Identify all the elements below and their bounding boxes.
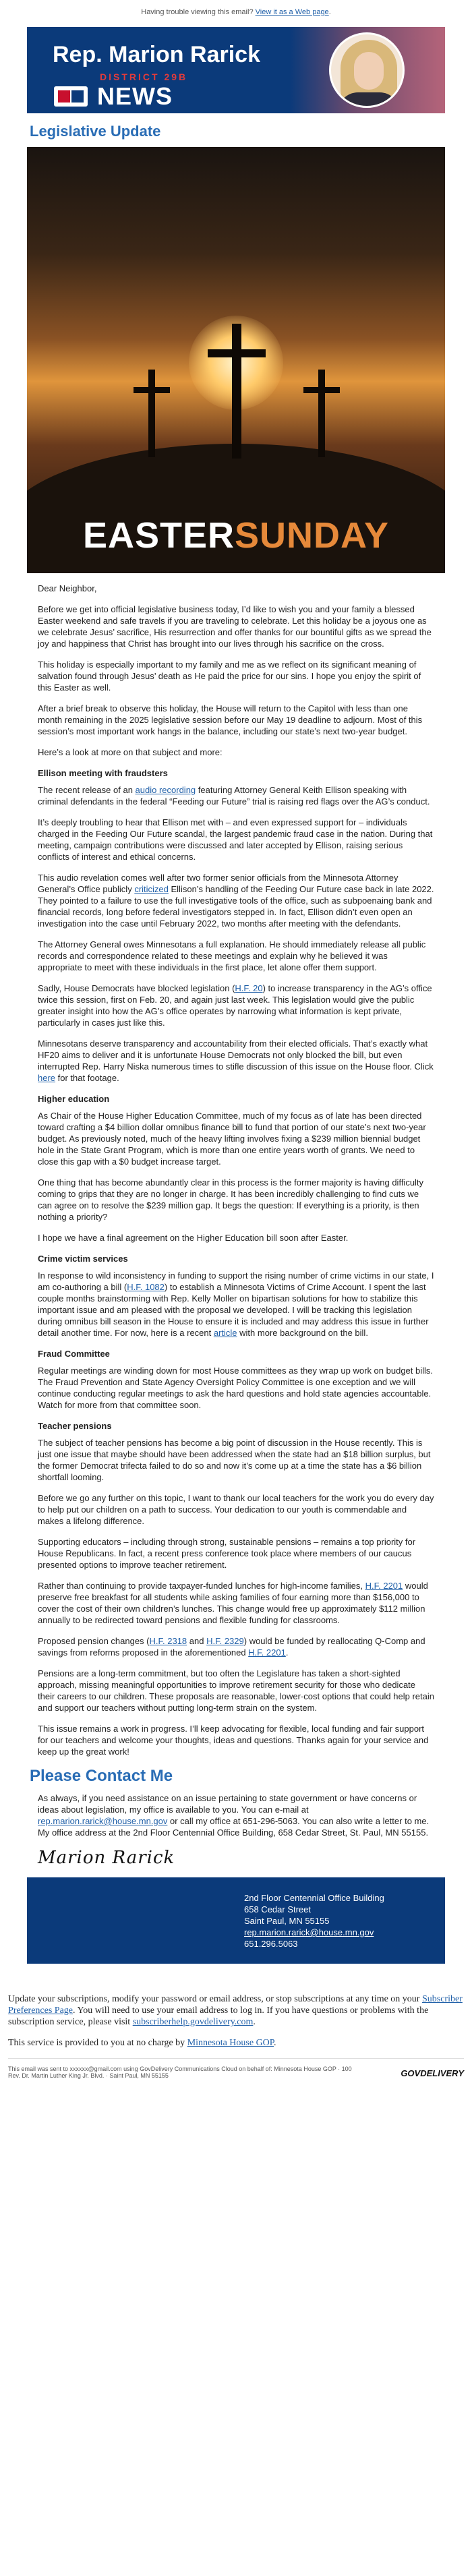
preheader: Having trouble viewing this email? View it as a Web page. — [141, 8, 331, 16]
subscriber-help-link[interactable]: subscriberhelp.govdelivery.com — [132, 2017, 254, 2027]
article-link[interactable]: article — [213, 1328, 237, 1338]
email-link[interactable]: rep.marion.rarick@house.mn.gov — [38, 1816, 168, 1826]
newsletter-body: Dear Neighbor, Before we get into official legislative business today, I’d like to wish you and your family a blessed Easter weekend and safe travels if you are traveling to celebrate. Let this holiday be a joyous one as we celebrate Jesus’ sacrifice, His resurrection and offer thanks for our bountiful gifts as we spread the joy and happiness that Christ has brought into our lives through his sacrifice on the cross. This holiday is especially important to my family and me as we reflect on its significant meaning of salvation found through Jesus’ death as He paid the price for our sins. I hope you enjoy the spirit of this Easter as well. After a brief break to observe this holiday, the House will return to the Capitol with less than one month remaining in the 2025 legislative session before our May 19 deadline to adjourn. Most of this session’s most important work hangs in the balance, including our state’s next two-year budget. Here’s a look at more on that subject and more: Ellison meeting with fraudsters The recent release of an audio recording featuring Attorney General Keith Ellison speaking with criminal defendants in the federal “Feeding our Future” trial is raising red flags over the AG’s conduct. It’s deeply troubling to hear that Ellison met with – and even expressed support for – individuals charged in the Feeding Our Future scandal, the largest pandemic fraud case in the nation. During that meeting, campaign contributions were discussed and later accepted by Ellison, raising serious conflicts of interest and ethical concerns. This audio revelation comes well after two former senior officials from the Minnesota Attorney General’s Office publicly criticized Ellison’s handling of the Feeding Our Future case back in late 2022. They pointed to a failure to use the full investigative tools of the office, such as subpoenaing bank and financial records, long before federal investigators stepped in. In fact, Ellison didn’t even open an investigation into the case until February 2022, two months after meeting with the defendants. The Attorney General owes Minnesotans a full explanation. He should immediately release all public records and correspondence related to these meetings and explain why he believed it was appropriate to meet with these individuals in the first place, let alone offer them support. Sadly, House Democrats have blocked legislation (H.F. 20) to increase transparency in the AG’s office twice this session, first on Feb. 20, and again just last week. This legislation would give the public greater insight into how the AG’s office operates by narrowing what information is kept private, particularly in cases just like this. Minnesotans deserve transparency and accountability from their elected officials. That’s exactly what HF20 aims to deliver and it is unfortunate House Democrats not only blocked the bill, but even interrupted Rep. Harry Niska numerous times to stifle discussion of this issue on the House floor. Click here for that footage. Higher education As Chair of the House Higher Education Committee, much of my focus as of late has been directed toward crafting a $4 billion dollar omnibus finance bill to fund that portion of our state’s next two-year budget. As previously noted, much of the heavy lifting involves fixing a $239 million biennial budget hole in the State Grant Program, which is more than one entire years worth of grants. We need to close this gap with a $0 budget increase target. One thing that has become abundantly clear in this process is the former majority is having difficulty coming to grips that they are no longer in charge. It has been incredibly challenging to find cuts we can agree on to resolve the $239 million gap. It begs the question: If everything is a priority, is then nothing a priority? I hope we have a final agreement on the Higher Education bill soon after Easter. Crime victim services In response to wild inconsistency in funding to support the rising number of crime victims in our state, I am co-authoring a bill (H.F. 1082) to establish a Minnesota Victims of Crime Account. I spent the last couple months brainstorming with Rep. Kelly Moller on bipartisan solutions for how to stabilize this important issue and am pleased with the proposal we developed. I will be tracking this legislation during omnibus bill season in the House to ensure it is included and may address this issue in further detail another time. For now, here is a recent article with more background on the bill. Fraud Committee Regular meetings are winding down for most House committees as they wrap up work on budget bills. The Fraud Prevention and State Agency Oversight Policy Committee is one exception and we will continue conducting regular meetings to ask the hard questions and hold state agencies accountable. Watch for more from that committee soon. Teacher pensions The subject of teacher pensions has become a big point of discussion in the House recently. This is just one issue that maybe should have been addressed when the state had an $18 billion surplus, but the former Democrat trifecta failed to do so and now it’s come up at a time the state has a $6 billion shortfall looming. Before we go any further on this topic, I want to thank our local teachers for the work you do every day to help put our children on a path to success. Your dedication to our youth is commendable and makes a lifelong difference. Supporting educators – including through strong, sustainable pensions – remains a top priority for House Republicans. In fact, a recent press conference took place where members of our caucus presented options to improve teacher retirement. Rather than continuing to provide taxpayer-funded lunches for high-income families, H.F. 2201 would preserve free breakfast for all students while asking families of four earning more than $156,000 to cover the cost of their own children’s lunches. This change would free up approximately $112 million annually to be redirected toward pensions and flexible funding for classrooms. Proposed pension changes (H.F. 2318 and H.F. 2329) would be funded by reallocating Q-Comp and savings from reforms proposed in the aforementioned H.F. 2201. Pensions are a long-term commitment, but too often the Legislature has taken a short-sighted approach, missing meaningful opportunities to improve retirement security for those who dedicate their careers to our children. These proposals are reasonable, lower-cost options that could help retain and support our teachers without putting long-term strain on the system. This issue remains a work in progress. I’ll keep advocating for flexible, local funding and fair support for our teachers and welcome your thoughts, ideas and questions. Thanks again for your service and keep up the great work! — [38, 583, 434, 1757]
view-as-web-page-link[interactable]: View it as a Web page — [255, 8, 329, 16]
page-title: Legislative Update — [30, 123, 161, 140]
legal-footer: This email was sent to xxxxxx@gmail.com using GovDelivery Communications Cloud on behalf of: Minnesota House GOP · 100 Rev. Dr. Martin Luther King Jr. Blvd. · Saint Paul, MN 55155 GOVDELIVERY — [8, 2058, 464, 2085]
footer-email-link[interactable]: rep.marion.rarick@house.mn.gov — [244, 1927, 374, 1937]
section-heading-ellison: Ellison meeting with fraudsters — [38, 768, 168, 778]
subscriber-preferences-link[interactable]: Subscriber Preferences Page — [8, 1994, 463, 2016]
audio-recording-link[interactable]: audio recording — [135, 785, 196, 795]
criticized-link[interactable]: criticized — [134, 884, 169, 894]
center-cross-icon — [232, 324, 241, 459]
section-heading-teacher-pensions: Teacher pensions — [38, 1421, 112, 1431]
representative-name: Rep. Marion Rarick — [53, 42, 260, 67]
newsletter-header — [27, 27, 445, 113]
easter-hero-image — [27, 147, 445, 573]
footage-here-link[interactable]: here — [38, 1073, 56, 1083]
hf20-link[interactable]: H.F. 20 — [235, 983, 263, 993]
footer-banner: 2nd Floor Centennial Office Building 658 Cedar Street Saint Paul, MN 55155 rep.marion.rarick@house.mn.gov 651.296.5063 — [27, 1877, 445, 1964]
section-heading-crime-victim-services: Crime victim services — [38, 1254, 128, 1264]
right-cross-icon — [318, 370, 325, 457]
section-heading-fraud-committee: Fraud Committee — [38, 1349, 110, 1359]
hf2201-link[interactable]: H.F. 2201 — [365, 1581, 403, 1591]
hf2201-link-2[interactable]: H.F. 2201 — [248, 1647, 286, 1658]
news-label: NEWS — [97, 82, 173, 110]
greeting: Dear Neighbor, — [38, 583, 97, 593]
subscription-notice: Update your subscriptions, modify your password or email address, or stop subscriptions at any time on your Subscriber Preferences Page. You will need to use your email address to log in. If you have questions or problems with the subscription service, please visit subscriberhelp.govdelivery.com. This service is provided to you at no charge by Minnesota House GOP. — [8, 1994, 463, 2048]
hf2318-link[interactable]: H.F. 2318 — [149, 1636, 187, 1646]
minnesota-flag-icon — [54, 86, 88, 107]
hf1082-link[interactable]: H.F. 1082 — [127, 1282, 165, 1292]
section-heading-higher-education: Higher education — [38, 1094, 110, 1104]
contact-heading: Please Contact Me — [30, 1767, 173, 1785]
left-cross-icon — [148, 370, 155, 457]
representative-photo — [329, 32, 405, 108]
govdelivery-logo: GOVDELIVERY — [401, 2068, 464, 2078]
signature: Marion Rarick — [38, 1848, 175, 1868]
hf2329-link[interactable]: H.F. 2329 — [206, 1636, 244, 1646]
minnesota-house-gop-link[interactable]: Minnesota House GOP — [187, 2038, 274, 2048]
easter-sunday-caption: EASTERSUNDAY — [82, 515, 390, 556]
district-label: DISTRICT 29B — [100, 71, 188, 82]
